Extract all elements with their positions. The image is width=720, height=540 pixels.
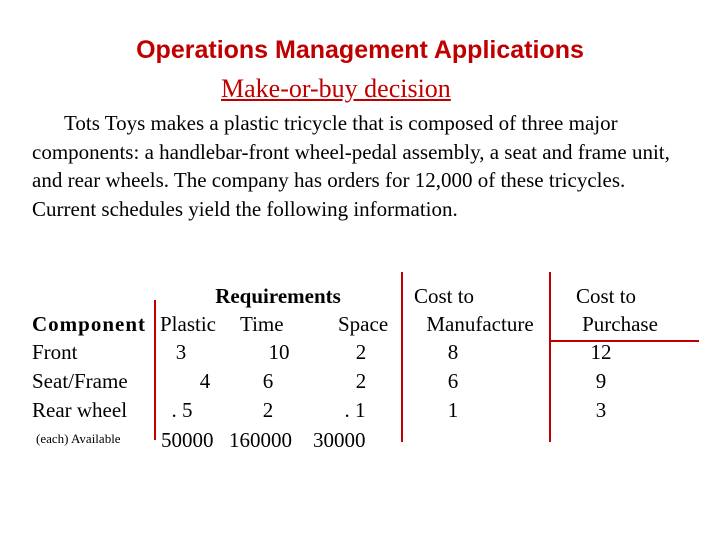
header-component: Component [32, 312, 147, 336]
row-front-manufacture: 8 [447, 340, 459, 364]
table-header-rule [549, 340, 699, 342]
available-time: 160000 [229, 428, 292, 452]
row-front-space: 2 [355, 340, 367, 364]
available-space: 30000 [313, 428, 366, 452]
header-time: Time [240, 312, 284, 336]
problem-description [32, 109, 692, 223]
slide-subtitle: Make-or-buy decision [221, 74, 451, 103]
row-seat-frame-purchase: 9 [595, 369, 607, 393]
row-seat-frame-component: Seat/Frame [32, 369, 128, 393]
available-label: (each) Available [36, 431, 121, 446]
row-front-plastic: 3 [175, 340, 187, 364]
header-cost-manufacture-bottom: Manufacture [426, 312, 534, 336]
header-space: Space [338, 312, 389, 336]
table-divider-component [154, 300, 156, 440]
header-cost-manufacture-top: Cost to [413, 284, 475, 308]
row-seat-frame-manufacture: 6 [447, 369, 459, 393]
header-cost-purchase-bottom: Purchase [582, 312, 658, 336]
header-requirements: Requirements [215, 284, 341, 308]
row-rear-wheel-component: Rear wheel [32, 398, 128, 422]
table-divider-requirements [401, 272, 403, 442]
row-front-purchase: 12 [590, 340, 612, 364]
row-front-component: Front [32, 340, 78, 364]
table-divider-cost [549, 272, 551, 442]
row-seat-frame-space: 2 [355, 369, 367, 393]
row-rear-wheel-purchase: 3 [595, 398, 607, 422]
row-rear-wheel-manufacture: 1 [447, 398, 459, 422]
header-cost-purchase-top: Cost to [575, 284, 637, 308]
problem-text: Tots Toys makes a plastic tricycle that is composed of three major components: a handlebar-front wheel-pedal assembly, a seat and frame unit, and rear wheels. The company has orders for 12,000 of these tricycles. Current schedules yield the following information. [32, 111, 670, 221]
row-front-time: 10 [268, 340, 290, 364]
row-seat-frame-plastic: 4 [199, 369, 211, 393]
header-plastic: Plastic [160, 312, 216, 336]
row-rear-wheel-space: . 1 [344, 398, 366, 422]
row-rear-wheel-plastic: . 5 [171, 398, 193, 422]
available-plastic: 50000 [161, 428, 214, 452]
slide-title: Operations Management Applications [136, 36, 584, 64]
row-seat-frame-time: 6 [262, 369, 274, 393]
row-rear-wheel-time: 2 [262, 398, 274, 422]
